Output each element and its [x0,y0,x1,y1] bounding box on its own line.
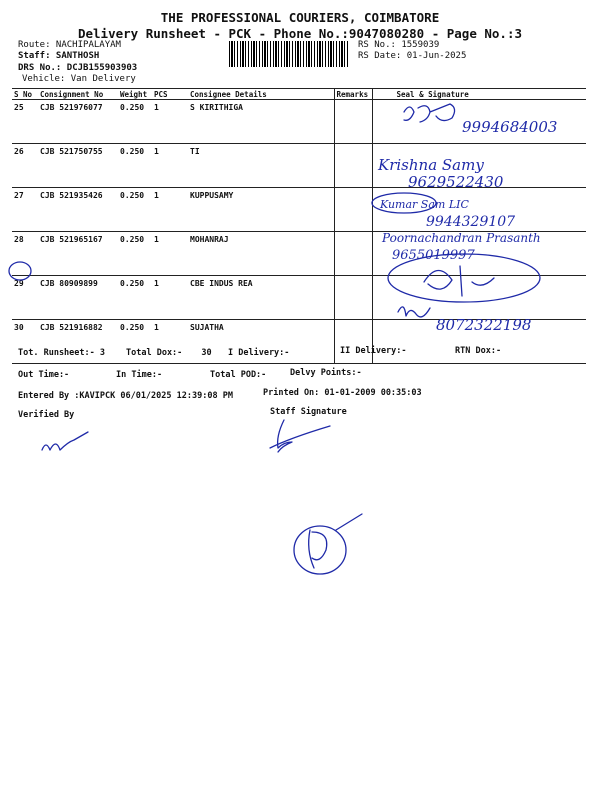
cell-weight: 0.250 [118,232,152,276]
cell-consignment: CJB 521750755 [38,144,118,188]
signature-row-29-strokes [424,266,494,296]
header-seal: Seal & Signature [372,89,586,100]
header-weight: Weight [118,89,152,100]
cell-sno: 28 [12,232,38,276]
name-row-28: Poornachandran Prasanth [382,231,541,245]
cell-pcs: 1 [152,320,188,364]
cell-consignee: TI [188,144,334,188]
cell-sno: 30 [12,320,38,364]
cell-consignment: CJB 521935426 [38,188,118,232]
cell-pcs: 1 [152,188,188,232]
signature-row-25 [404,104,455,122]
header-pcs: PCS [152,89,188,100]
vehicle-label: Vehicle: Van Delivery [22,74,136,84]
company-title: THE PROFESSIONAL COURIERS, COIMBATORE [160,10,440,25]
cell-weight: 0.250 [118,276,152,320]
rtn-dox: RTN Dox:- [455,346,502,356]
entered-by: Entered By :KAVIPCK 06/01/2025 12:39:08 PM [18,391,233,401]
stamp-mark-strokes [309,514,362,568]
runsheet-title: Delivery Runsheet - PCK - Phone No.:9047080280 - Page No.:3 [77,26,522,41]
route-label: Route: NACHIPALAYAM [18,40,121,50]
cell-consignee: KUPPUSAMY [188,188,334,232]
cell-consignment: CJB 80909899 [38,276,118,320]
rs-number: RS No.: 1559039 [358,40,440,50]
cell-consignee: SUJATHA [188,320,334,364]
staff-signature [270,420,330,452]
cell-consignment: CJB 521965167 [38,232,118,276]
header-consignment: Consignment No [38,89,118,100]
cell-weight: 0.250 [118,188,152,232]
rs-date: RS Date: 01-Jun-2025 [358,51,467,61]
total-dox-label: Total Dox:- [126,348,183,358]
cell-sno: 25 [12,100,38,144]
cell-consignee: S KIRITHIGA [188,100,334,144]
cell-pcs: 1 [152,144,188,188]
cell-weight: 0.250 [118,144,152,188]
ii-delivery: II Delivery:- [340,346,407,356]
drs-label: DRS No.: [18,63,62,73]
cell-pcs: 1 [152,100,188,144]
cell-consignee: MOHANRAJ [188,232,334,276]
cell-sno: 27 [12,188,38,232]
drs-value: DCJB155903903 [66,63,138,73]
name-row-26: Krishna Samy [378,156,484,174]
header-consignee: Consignee Details [188,89,334,100]
phone-row-27: 9944329107 [426,214,516,230]
delvy-points: Delvy Points:- [290,368,362,378]
staff-signature-label: Staff Signature [270,407,347,417]
header-remarks: Remarks [334,89,372,100]
cell-weight: 0.250 [118,320,152,364]
cell-pcs: 1 [152,232,188,276]
phone-row-28: 9655019997 [392,248,475,263]
circle-sno-29 [9,262,31,280]
cell-consignment: CJB 521916882 [38,320,118,364]
cell-sno: 29 [12,276,38,320]
name-row-27: Kumar Sam LIC [380,198,469,211]
signature-row-30 [398,307,430,317]
out-time: Out Time:- [18,370,70,380]
in-time: In Time:- [116,370,163,380]
tot-runsheet: Tot. Runsheet:- 3 [18,348,105,358]
staff-label: Staff: SANTHOSH [18,51,100,61]
verified-by-label: Verified By [18,410,75,420]
header-sno: S No [12,89,38,100]
verified-signature [42,432,88,450]
phone-row-25: 9994684003 [462,118,558,136]
i-delivery: I Delivery:- [228,348,290,358]
total-dox-value: 30 [201,348,212,358]
cell-consignment: CJB 521976077 [38,100,118,144]
phone-row-30: 8072322198 [436,316,532,334]
cell-sno: 26 [12,144,38,188]
cell-consignee: CBE INDUS REA [188,276,334,320]
total-pod: Total POD:- [210,370,267,380]
cell-weight: 0.250 [118,100,152,144]
cell-pcs: 1 [152,276,188,320]
printed-on: Printed On: 01-01-2009 00:35:03 [263,388,422,398]
phone-row-26: 9629522430 [408,173,504,191]
